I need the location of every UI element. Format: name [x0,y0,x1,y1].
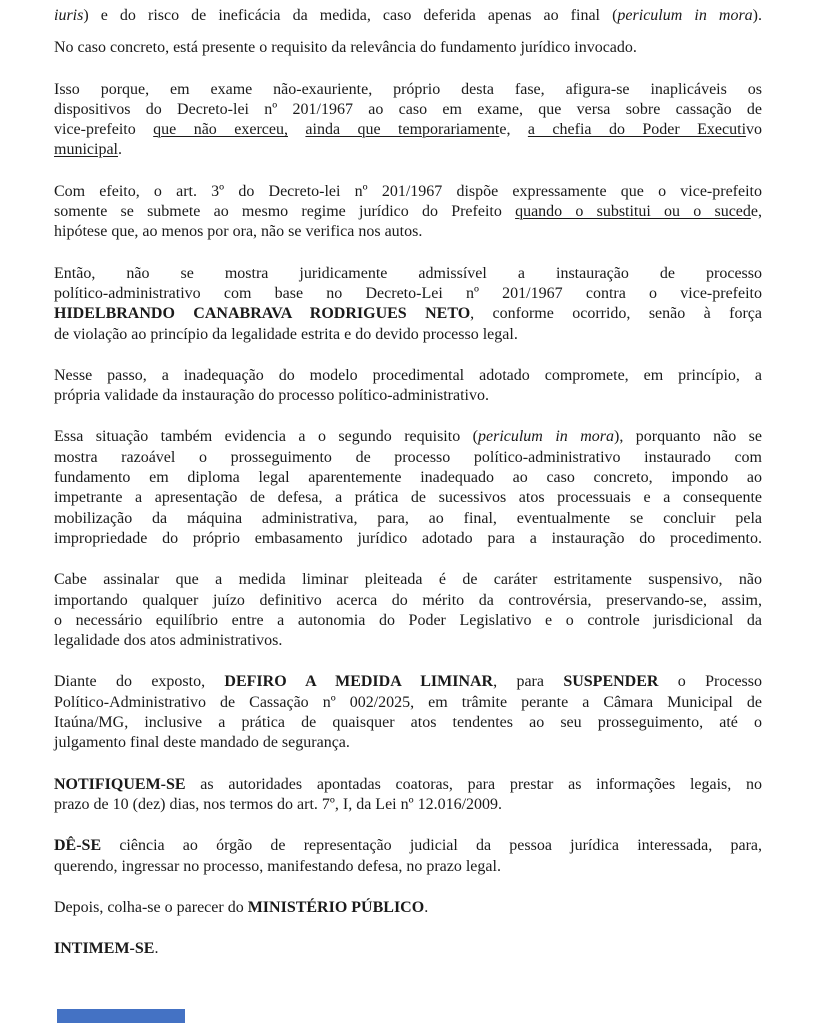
paragraph [54,6,762,26]
text-run: ). [752,7,762,24]
text-line [54,304,762,324]
text-line [54,795,762,815]
paragraph [54,427,762,549]
text-line [54,427,762,447]
text-run: julgamento final deste mandado de segurança. [54,734,350,752]
text-line [54,488,762,508]
text-run: . [424,898,429,916]
text-line [54,898,762,918]
text-line [54,222,762,242]
text-run: e, [499,121,528,139]
text-line [54,733,762,753]
text-run [288,121,305,138]
text-run: as autoridades apontadas coatoras, para prestar as informações legais, no [185,775,762,793]
text-line [54,631,762,651]
text-line [54,939,762,959]
text-line [54,284,762,304]
text-run: legalidade dos atos administrativos. [54,632,283,650]
text-run: fundamento em diploma legal aparentemente inadequado ao caso concreto, impondo ao [54,469,762,487]
text-run: DÊ-SE [54,837,102,855]
text-line [54,264,762,284]
text-line [54,182,762,202]
text-run: , conforme ocorrido, senão à força [470,305,762,323]
text-run: própria validade da instauração do processo político-administrativo. [54,387,489,405]
text-run: Cabe assinalar que a medida liminar pleiteada é de caráter estritamente suspensivo, não [54,571,762,589]
text-run: Nesse passo, a inadequação do modelo procedimental adotado compromete, em princípio, a [54,366,762,384]
text-run: Com efeito, o art. 3º do Decreto-lei nº 201/1967 dispõe expressamente que o vice-prefeito [54,182,762,200]
text-run: Político-Administrativo de Cassação nº 002/2025, em trâmite perante a Câmara Municipal de [54,693,762,711]
text-line [54,120,762,140]
text-run: mostra razoável o prosseguimento de processo político-administrativo instaurado com [54,448,762,466]
text-run: hipótese que, ao menos por ora, não se verifica nos autos. [54,223,423,241]
text-run: o Processo [658,673,763,691]
text-run: e, [750,203,763,221]
text-line [54,591,762,611]
text-line [54,386,762,406]
text-run: MINISTÉRIO PÚBLICO [247,898,425,916]
text-run: periculum in mora [477,428,614,446]
text-run: Essa situação também evidencia a o segundo requisito ( [54,428,478,446]
text-run: mobilização da máquina administrativa, para, ao final, eventualmente se concluir pela [54,509,762,527]
text-line [54,468,762,488]
text-line [54,611,762,631]
text-run: Itaúna/MG, inclusive a prática de quaisquer atos tendentes ao seu prosseguimento, até o [54,714,762,732]
paragraph [54,836,762,877]
text-line [54,570,762,590]
text-line [54,100,762,120]
text-run: HIDELBRANDO CANABRAVA RODRIGUES NETO [54,305,471,323]
text-run: prazo de 10 (dez) dias, nos termos do art. 7º, I, da Lei nº 12.016/2009. [54,795,503,813]
text-run: somente se submete ao mesmo regime jurídico do Prefeito [54,203,516,221]
text-line [54,509,762,529]
paragraph [54,182,762,243]
text-run: , para [493,673,564,691]
text-line [54,775,762,795]
text-run: impropriedade do próprio embasamento jurídico adotado para a instauração do procedimento. [54,529,762,547]
text-run: Diante do exposto, [54,673,225,691]
text-run: ainda que temporariament [305,121,500,139]
text-run: periculum in mora [617,7,753,24]
text-line [54,672,762,692]
text-run: importando qualquer juízo definitivo acerca do mérito da controvérsia, preservando-se, assim, [54,591,762,609]
paragraph [54,570,762,651]
text-run: o necessário equilíbrio entre a autonomia do Poder Legislativo e o controle jurisdicional da [54,611,762,629]
text-run: dispositivos do Decreto-lei nº 201/1967 ao caso em exame, que versa sobre cassação de [54,100,762,118]
text-run: ) e do risco de ineficácia da medida, caso deferida apenas ao final ( [83,7,618,24]
text-run: municipal [54,141,118,159]
paragraph [54,80,762,161]
redaction-bar [57,1009,185,1023]
paragraph [54,898,762,918]
paragraph [54,38,762,58]
paragraph [54,672,762,753]
text-run: impetrante a apresentação de defesa, a prática de sucessivos atos processuais e a consequente [54,489,762,507]
text-run: Então, não se mostra juridicamente admissível a instauração de processo [54,264,762,282]
text-run: que não exerceu, [153,121,288,139]
text-run: vice-prefeito [54,121,154,139]
text-run: No caso concreto, está presente o requisito da relevância do fundamento jurídico invocado. [54,39,637,57]
text-run: . [117,141,122,159]
text-line [54,38,762,58]
paragraph [54,939,762,959]
text-run: a chefia do Poder Executi [527,121,747,139]
text-line [54,693,762,713]
text-run: político-administrativo com base no Decreto-Lei nº 201/1967 contra o vice-prefeito [54,284,762,302]
text-line [54,836,762,856]
text-run: NOTIFIQUEM-SE [54,775,186,793]
text-run: Depois, colha-se o parecer do [54,898,248,916]
text-run: ), porquanto não se [614,428,762,446]
text-line [54,448,762,468]
text-line [54,140,762,160]
text-run: de violação ao princípio da legalidade estrita e do devido processo legal. [54,325,518,343]
text-line [54,325,762,345]
text-run: SUSPENDER [563,673,659,691]
text-line [54,202,762,222]
text-run: Isso porque, em exame não-exauriente, próprio desta fase, afigura-se inaplicáveis os [54,80,762,98]
text-run: vo [746,121,763,139]
text-line [54,366,762,386]
text-line [54,857,762,877]
text-run: DEFIRO A MEDIDA LIMINAR [224,673,494,691]
text-run: querendo, ingressar no processo, manifestando defesa, no prazo legal. [54,857,501,875]
text-line [54,80,762,100]
paragraph [54,366,762,407]
paragraph [54,775,762,816]
text-line [54,6,762,26]
text-run: iuris [54,7,84,24]
text-line [54,713,762,733]
text-run: quando o substitui ou o suced [515,203,751,221]
text-run: INTIMEM-SE [54,940,155,958]
paragraph [54,264,762,345]
text-run: . [154,940,159,958]
text-line [54,529,762,549]
text-run: ciência ao órgão de representação judicial da pessoa jurídica interessada, para, [101,837,762,855]
